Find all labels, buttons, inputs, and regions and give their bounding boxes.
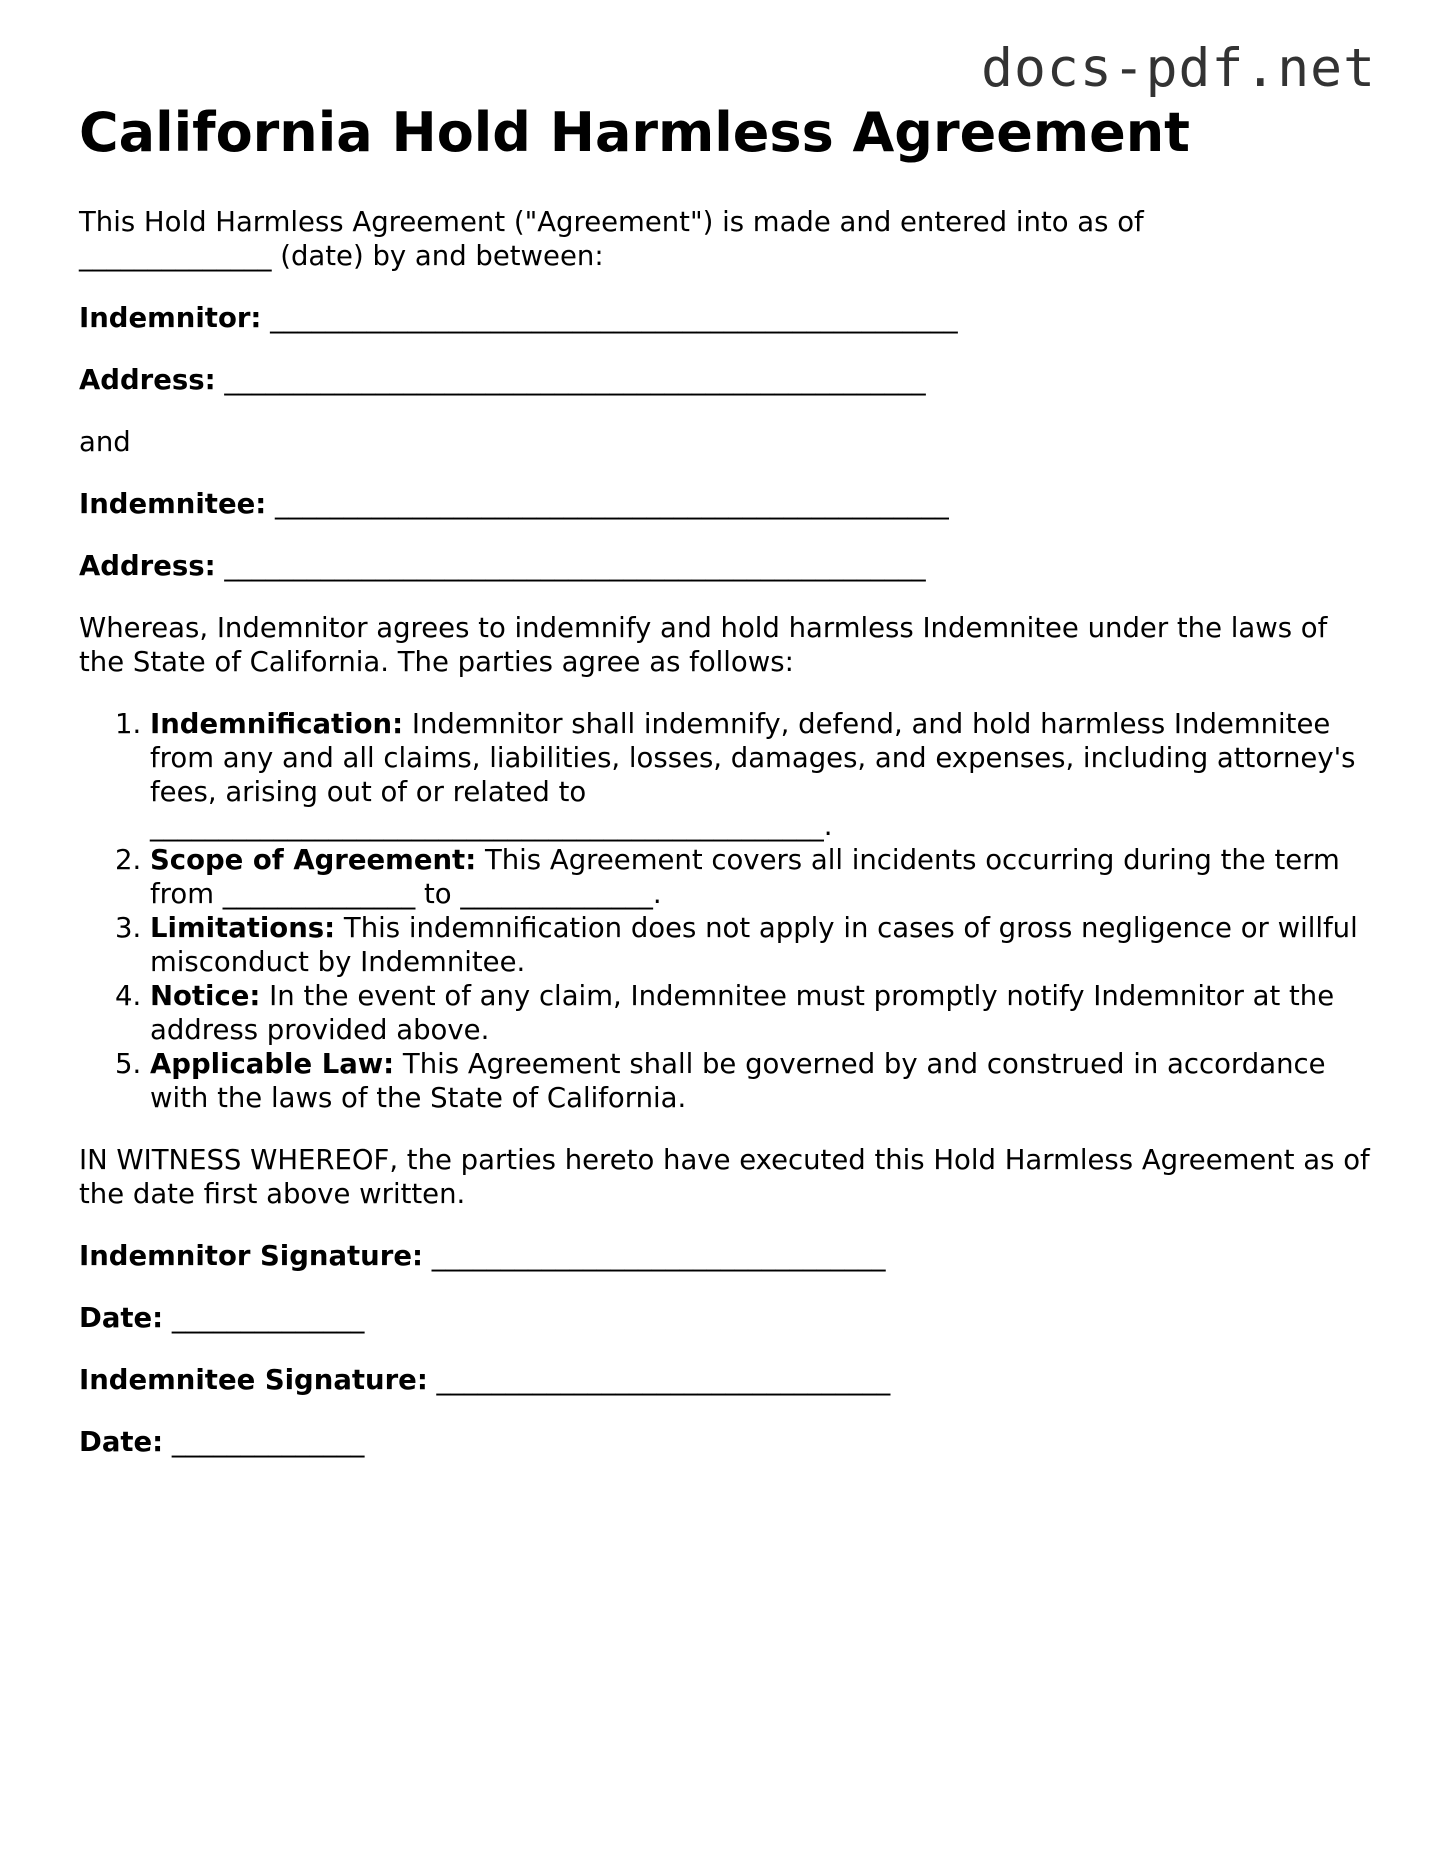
indemnitee-address-label: Address: xyxy=(79,550,216,582)
indemnitor-address-field xyxy=(79,363,1374,397)
witness-paragraph: IN WITNESS WHEREOF, the parties hereto have executed this Hold Harmless Agreement as of the date first above written. xyxy=(79,1144,1370,1210)
term-item xyxy=(150,843,1374,911)
indemnitee-label: Indemnitee: xyxy=(79,488,267,520)
whereas-paragraph: Whereas, Indemnitor agrees to indemnify and hold harmless Indemnitee under the laws of the State of California. The parties agree as follows: xyxy=(79,612,1328,678)
terms-list xyxy=(79,707,1374,1115)
indemnitor-label: Indemnitor: xyxy=(79,302,262,334)
agreement-date-blank[interactable]: ______________ xyxy=(79,240,272,272)
term-text: This Agreement covers all incidents occurring during the term from ______________ to ______________. xyxy=(150,844,1340,910)
and-text: and xyxy=(79,426,131,458)
indemnitee-address-field xyxy=(79,549,1374,583)
indemnitor-date-field xyxy=(79,1301,1374,1335)
indemnitor-date-blank[interactable]: ______________ xyxy=(163,1302,365,1334)
term-title: Limitations: xyxy=(150,912,336,944)
related-to-blank[interactable]: _________________________________________________. xyxy=(150,810,833,842)
document-body xyxy=(79,205,1374,1487)
indemnitee-date-blank[interactable]: ______________ xyxy=(163,1426,365,1458)
intro-after-date: (date) by and between: xyxy=(271,240,604,272)
term-title: Scope of Agreement: xyxy=(150,844,477,876)
term-title: Notice: xyxy=(150,980,261,1012)
indemnitee-blank[interactable]: _________________________________________________ xyxy=(266,488,949,520)
term-text: This Agreement shall be governed by and construed in accordance with the laws of the State of California. xyxy=(150,1048,1326,1114)
intro-text: This Hold Harmless Agreement ("Agreement") is made and entered into as of xyxy=(79,206,1144,238)
indemnitee-date-field xyxy=(79,1425,1374,1459)
indemnitee-signature-blank[interactable]: _________________________________ xyxy=(427,1364,891,1396)
indemnitor-signature-blank[interactable]: _________________________________ xyxy=(422,1240,886,1272)
term-text: Indemnitor shall indemnify, defend, and hold harmless Indemnitee from any and all claims, liabilities, losses, damages, and expenses, including attorney's fees, arising out of or related to xyxy=(150,708,1356,808)
indemnitor-signature-field xyxy=(79,1239,1374,1273)
indemnitee-date-label: Date: xyxy=(79,1426,164,1458)
indemnitee-field xyxy=(79,487,1374,521)
indemnitee-signature-field xyxy=(79,1363,1374,1397)
indemnitor-address-blank[interactable]: ___________________________________________________ xyxy=(215,364,926,396)
term-text: In the event of any claim, Indemnitee must promptly notify Indemnitor at the address provided above. xyxy=(150,980,1335,1046)
indemnitor-blank[interactable]: __________________________________________________ xyxy=(261,302,958,334)
document-title: California Hold Harmless Agreement xyxy=(79,101,1190,164)
term-item xyxy=(150,707,1374,843)
indemnitor-address-label: Address: xyxy=(79,364,216,396)
indemnitor-date-label: Date: xyxy=(79,1302,164,1334)
term-title: Applicable Law: xyxy=(150,1048,395,1080)
watermark-logo: docs-pdf.net xyxy=(981,38,1376,99)
indemnitor-signature-label: Indemnitor Signature: xyxy=(79,1240,423,1272)
term-item xyxy=(150,1047,1374,1115)
intro-paragraph xyxy=(79,205,1374,273)
indemnitor-field xyxy=(79,301,1374,335)
term-item xyxy=(150,911,1374,979)
term-item xyxy=(150,979,1374,1047)
indemnitee-address-blank[interactable]: ___________________________________________________ xyxy=(215,550,926,582)
term-text: This indemnification does not apply in cases of gross negligence or willful misconduct by Indemnitee. xyxy=(150,912,1358,978)
indemnitee-signature-label: Indemnitee Signature: xyxy=(79,1364,428,1396)
term-title: Indemnification: xyxy=(150,708,404,740)
